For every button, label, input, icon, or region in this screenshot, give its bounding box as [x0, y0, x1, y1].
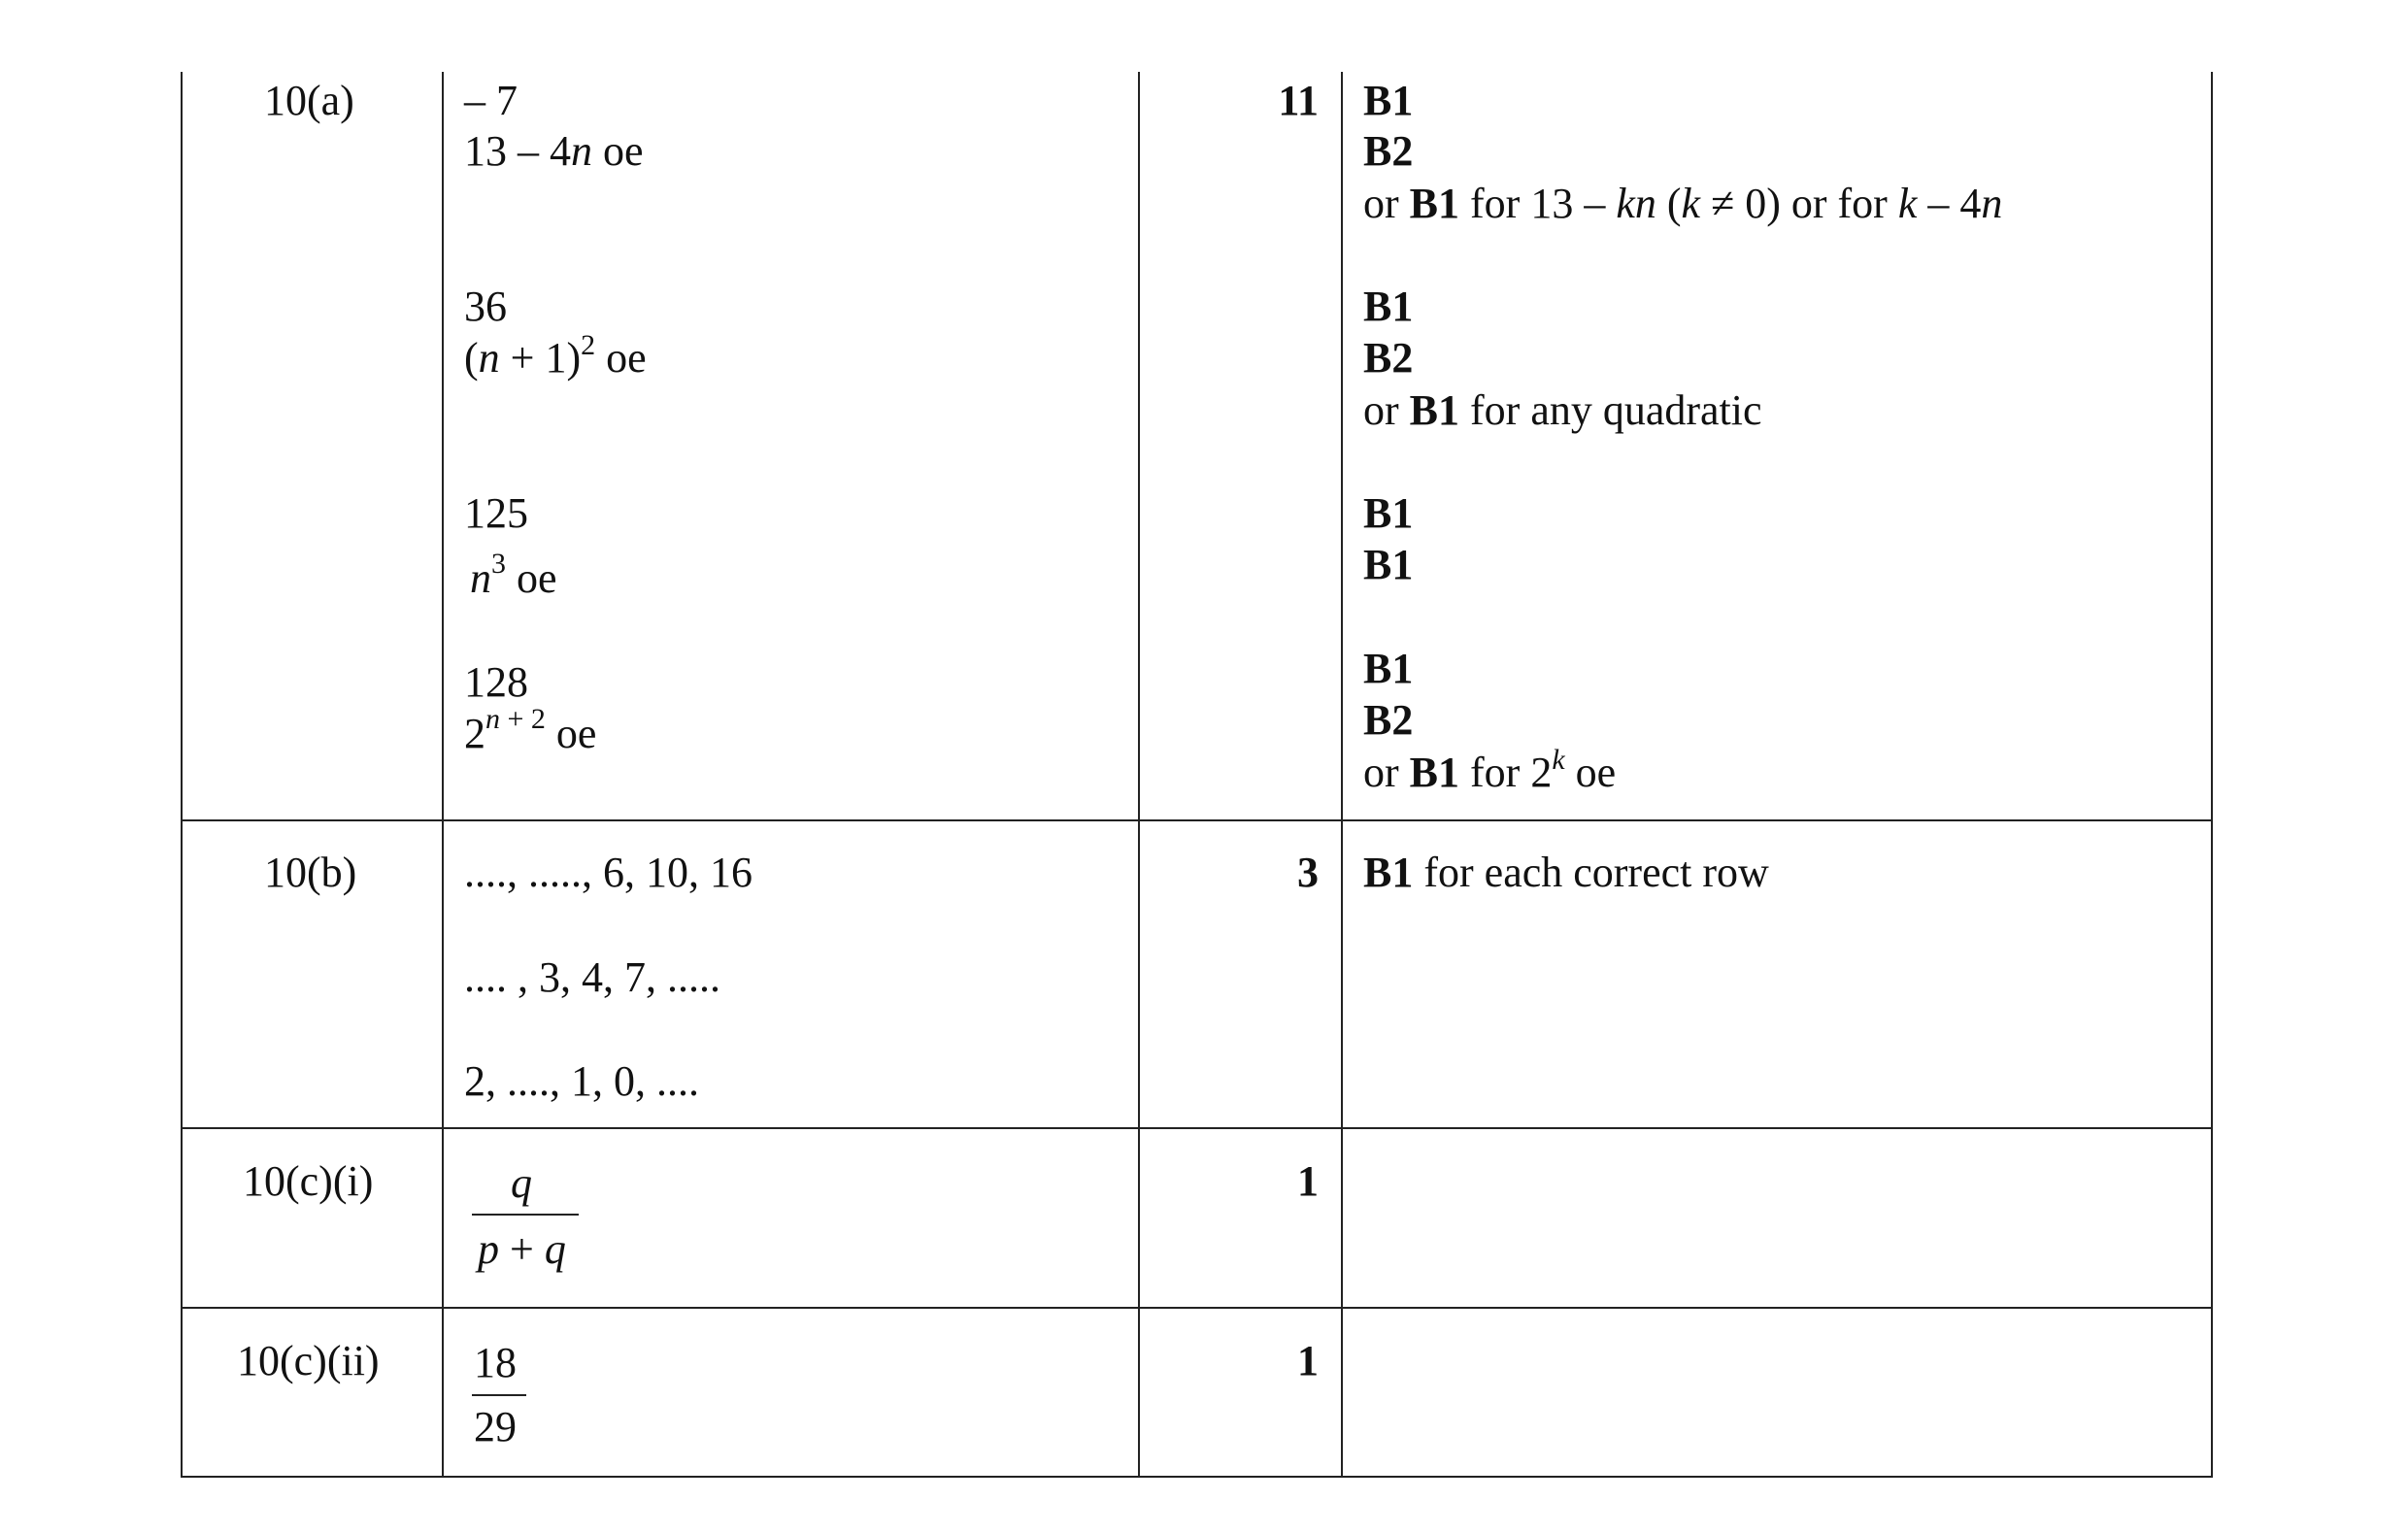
table-border-left: [181, 821, 183, 1478]
guidance-line: B1 for each correct row: [1363, 849, 1769, 896]
guidance-line: or B1 for 13 – kn (k ≠ 0) or for k – 4n: [1363, 180, 2003, 227]
guidance-line: B1: [1363, 645, 1414, 692]
answer-line: $(n + 1)^2$ oe: [464, 329, 647, 382]
answer-line: 13 – 4n oe: [464, 127, 644, 175]
question-label: 10(b): [264, 849, 357, 896]
guidance-line: B2: [1363, 696, 1414, 744]
column-divider-3: [1341, 72, 1343, 1478]
table-border-bottom: [181, 1476, 2213, 1478]
answer-line: 125: [464, 489, 528, 537]
answer-line: ...., ....., 6, 10, 16: [464, 849, 752, 896]
fraction-bar: [472, 1214, 579, 1216]
question-label: 10(a): [264, 77, 354, 124]
row-divider-2: [181, 1127, 2213, 1129]
table-border-right: [2211, 72, 2213, 1478]
table-border-left-top: [181, 72, 183, 821]
question-label: 10(c)(ii): [237, 1337, 380, 1384]
question-label: 10(c)(i): [243, 1157, 374, 1205]
marks-value: 11: [1278, 77, 1319, 124]
answer-line: – 7: [464, 77, 518, 124]
answer-line: 128: [464, 658, 528, 706]
guidance-line: B1: [1363, 541, 1414, 588]
answer-line: $2^{n + 2}$ oe: [464, 703, 597, 757]
guidance-line: or B1 for 2$^k$ oe: [1363, 744, 1617, 796]
fraction-bar: [472, 1394, 526, 1396]
marks-value: 1: [1297, 1157, 1319, 1205]
guidance-line: B1: [1363, 77, 1414, 124]
guidance-line: B2: [1363, 334, 1414, 382]
guidance-line: or B1 for any quadratic: [1363, 386, 1762, 434]
answer-line: 2, ...., 1, 0, ....: [464, 1057, 699, 1105]
guidance-line: B1: [1363, 489, 1414, 537]
answer-line: .... , 3, 4, 7, .....: [464, 953, 720, 1001]
row-divider-3: [181, 1307, 2213, 1309]
fraction-numerator: q: [511, 1159, 532, 1207]
row-divider-1: [181, 819, 2213, 821]
answer-line: $n^3$ oe: [470, 548, 557, 602]
fraction-denominator: 29: [474, 1403, 517, 1451]
marks-value: 1: [1297, 1337, 1319, 1384]
column-divider-2: [1138, 72, 1140, 1478]
guidance-line: B1: [1363, 283, 1414, 330]
marks-value: 3: [1297, 849, 1319, 896]
answer-line: 36: [464, 283, 507, 330]
column-divider-1: [442, 72, 444, 1478]
guidance-line: B2: [1363, 127, 1414, 175]
fraction-denominator: p + q: [478, 1225, 566, 1273]
fraction-numerator: 18: [474, 1339, 517, 1386]
